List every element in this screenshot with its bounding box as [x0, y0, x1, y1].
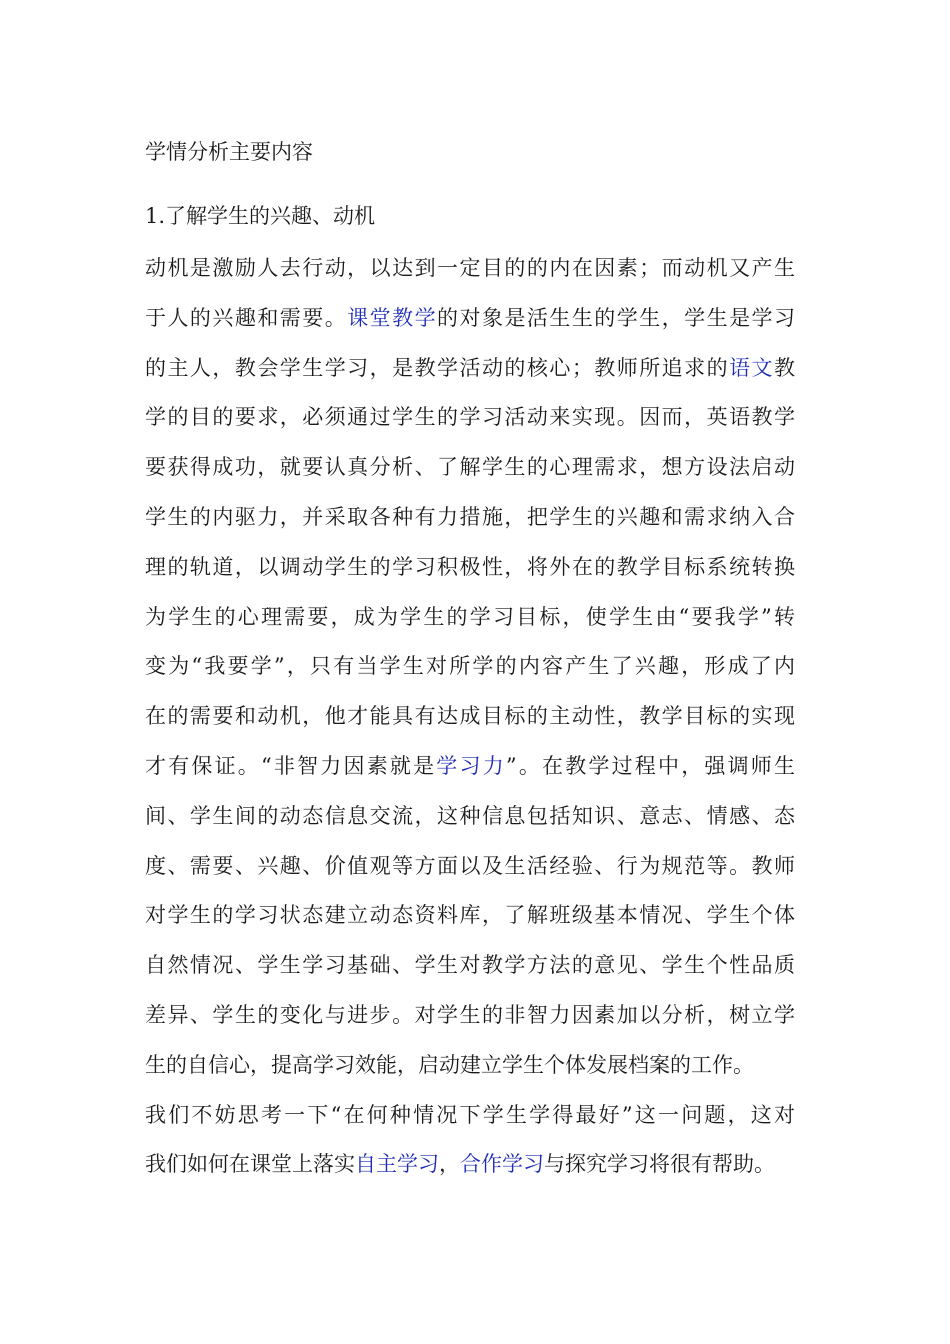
- text-line: [145, 842, 795, 892]
- text-segment: 为学生的心理需要，成为学生的学习目标，使学生由“要我学”转: [145, 604, 795, 629]
- section-heading: 1.了解学生的兴趣、动机: [145, 204, 376, 228]
- text-segment: ，: [439, 1152, 460, 1177]
- text-line: [145, 244, 795, 294]
- text-line: [145, 792, 795, 842]
- text-line: [145, 742, 795, 792]
- text-segment: 生的自信心，提高学习效能，启动建立学生个体发展档案的工作。: [145, 1052, 754, 1077]
- text-segment: 的对象是活生生的学生，学生是学习: [437, 305, 796, 330]
- text-segment: 我们如何在课堂上落实: [145, 1152, 355, 1177]
- text-segment: 间、学生间的动态信息交流，这种信息包括知识、意志、情感、态: [145, 803, 795, 828]
- text-segment: ”。在教学过程中，强调师生: [505, 753, 795, 778]
- text-segment: 变为“我要学”，只有当学生对所学的内容产生了兴趣，形成了内: [145, 654, 795, 679]
- text-segment: 才有保证。“非智力因素就是: [145, 753, 437, 778]
- text-line: [145, 1041, 795, 1091]
- text-segment: 于人的兴趣和需要。: [145, 305, 348, 330]
- text-line: [145, 593, 795, 643]
- text-segment: 动机是激励人去行动，以达到一定目的的内在因素；而动机又产生: [145, 256, 795, 280]
- inline-link[interactable]: 学习力: [436, 753, 506, 778]
- text-line: [145, 941, 795, 991]
- text-segment: 度、需要、兴趣、价值观等方面以及生活经验、行为规范等。教师: [145, 853, 795, 878]
- text-line: [145, 344, 795, 394]
- text-line: [145, 393, 795, 443]
- inline-link[interactable]: 语文: [729, 355, 775, 380]
- text-line: [145, 991, 795, 1041]
- text-segment: 差异、学生的变化与进步。对学生的非智力因素加以分析，树立学: [145, 1002, 795, 1027]
- text-segment: 理的轨道，以调动学生的学习积极性，将外在的教学目标系统转换: [145, 554, 795, 579]
- document-title: 学情分析主要内容: [145, 140, 313, 164]
- text-line: [145, 1091, 795, 1141]
- text-line: [145, 642, 795, 692]
- text-segment: 自然情况、学生学习基础、学生对教学方法的意见、学生个性品质: [145, 953, 795, 978]
- text-segment: 与探究学习将很有帮助。: [544, 1152, 775, 1177]
- text-segment: 教: [774, 355, 796, 380]
- text-line: [145, 443, 795, 493]
- inline-link[interactable]: 合作学习: [460, 1152, 544, 1177]
- text-line: [145, 891, 795, 941]
- body-paragraphs: [145, 244, 795, 1190]
- text-segment: 学生的内驱力，并采取各种有力措施，把学生的兴趣和需求纳入合: [145, 504, 795, 529]
- text-segment: 要获得成功，就要认真分析、了解学生的心理需求，想方设法启动: [145, 455, 795, 480]
- text-line: [145, 1140, 795, 1190]
- text-segment: 在的需要和动机，他才能具有达成目标的主动性，教学目标的实现: [145, 704, 795, 729]
- text-line: [145, 294, 795, 344]
- text-segment: 我们不妨思考一下“在何种情况下学生学得最好”这一问题，这对: [145, 1102, 795, 1127]
- inline-link[interactable]: 自主学习: [355, 1152, 439, 1177]
- text-line: [145, 543, 795, 593]
- inline-link[interactable]: 课堂教学: [347, 305, 438, 330]
- text-segment: 的主人，教会学生学习，是教学活动的核心；教师所追求的: [145, 355, 730, 380]
- text-segment: 对学生的学习状态建立动态资料库，了解班级基本情况、学生个体: [145, 903, 795, 928]
- text-segment: 学的目的要求，必须通过学生的学习活动来实现。因而，英语教学: [145, 405, 795, 430]
- text-line: [145, 692, 795, 742]
- document-content: [145, 130, 795, 1190]
- text-line: [145, 493, 795, 543]
